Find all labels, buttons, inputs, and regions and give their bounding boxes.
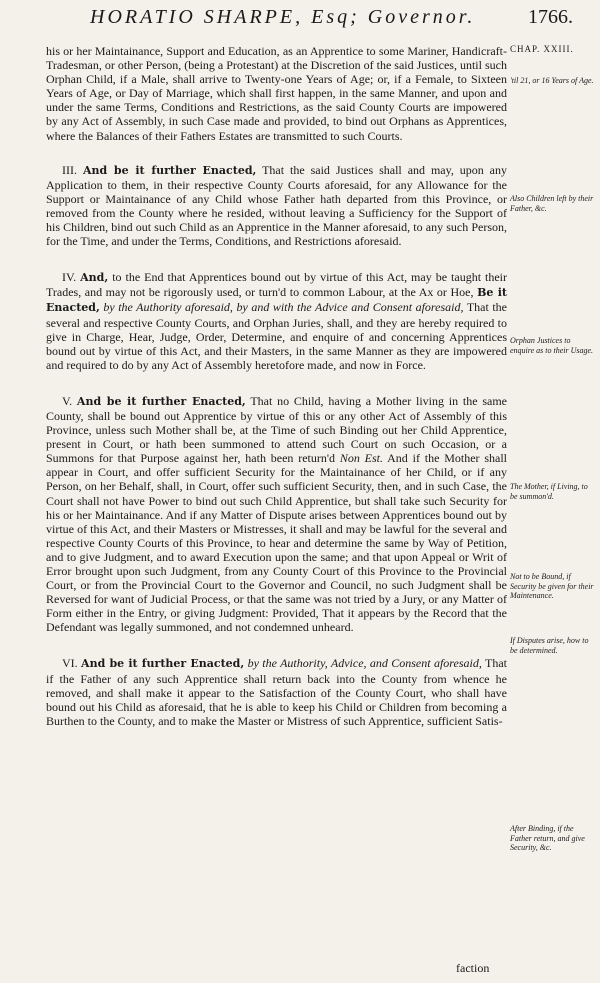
margin-note: Also Children left by their Father, &c. bbox=[510, 194, 594, 213]
main-text-column bbox=[46, 44, 507, 750]
enacting-word: And, bbox=[80, 271, 109, 285]
paragraph-text: That the said Justices shall and may, upon any Application to them, in their respective County Courts aforesaid, for any Allowance for the Support or Maintainance of any Child whose Father hath departed from this Province, or removed from the County where he resided, without leaving a Sufficiency for the Support of his Children, bind out such Child as an Apprentice in the Manner aforesaid, to any such Person, for the Time, and under the Terms, Conditions, and Restrictions aforesaid. bbox=[46, 162, 508, 249]
enacting-clause: And be it further Enacted, bbox=[76, 394, 246, 408]
chapter-note: CHAP. XXIII. bbox=[510, 44, 574, 54]
paragraph-text: to the End that Apprentices bound out by virtue of this Act, may be taught their Trades, and may not be rigorously used, or turn'd to common Labour, at the Ax or Hoe, bbox=[46, 270, 508, 300]
section-vi bbox=[46, 656, 507, 727]
margin-note: Orphan Justices to enquire as to their Usage. bbox=[510, 336, 594, 355]
running-header bbox=[0, 0, 600, 40]
section-iii bbox=[46, 163, 507, 249]
section-number: VI. bbox=[62, 656, 78, 671]
section-v bbox=[46, 394, 507, 635]
paragraph-text: That no Child, having a Mother living in the same County, shall be bound out Apprentice by virtue of this or any other Act of Assembly of this Province, unless such Mother shall be, at the Time of such Binding out her Child Apprentice, present in Court, or hath been summoned to attend such Court on such Occasion, or a Summons for that Purpose against her, hath been return'd bbox=[46, 393, 507, 466]
margin-note: 'til 21, or 16 Years of Age. bbox=[510, 76, 594, 85]
enacting-clause: And be it further Enacted, bbox=[81, 657, 245, 671]
italic-phrase: by the Authority aforesaid, by and with the Advice and Consent aforesaid, bbox=[103, 300, 464, 315]
paragraph-text: his or her Maintainance, Support and Education, as an Apprentice to some Mariner, Handicraft-Tradesman, or other Person, (being a Protestant) at the Discretion of the said Justices, until such Orphan Child, if a Male, shall arrive to Twenty-one Years of Age; or, if a Female, to Sixteen Years of Age, or Day of Marriage, which shall first happen, in the same Manner, and upon and under the same Terms, Conditions and Restrictions, as the said County Courts are impowered by any Act of Assembly, in such Case made and provided, to bind out Orphans as Apprentices, where the Balances of their Fathers Estates are transmitted to such Courts. bbox=[46, 44, 507, 143]
page-year: 1766. bbox=[528, 6, 573, 28]
margin-note: Not to be Bound, if Security be given for their Maintenance. bbox=[510, 572, 594, 600]
paragraph-text: That if the Father of any such Apprentice shall return back into the County from whence he removed, and shall make it appear to the Satisfaction of the County Court, who shall have bound out his Child as aforesaid, that he is able to keep his Child or Children from becoming a Burthen to the County, and to make the Master or Mistress of such Apprentice, sufficient Satis- bbox=[46, 656, 508, 728]
paragraph-text: And if the Mother shall appear in Court, and offer sufficient Security for the Maintainance of her Child, or if any Person, on her Behalf, shall, in Court, offer such sufficient Security, then, and in such Case, the Court shall not have Power to bind out such Child Apprentice, but shall take such Security for his or her Maintainance. And if any Matter of Dispute arises between Apprentices bound out by virtue of this Act, and their Masters or Mistresses, it shall and may be lawful for the several and respective County Courts of this Province, to hear and determine the same by Way of Petition, and to give Judgment, and to award Execution upon the same; and that upon Appeal or Writ of Error brought upon such Judgment, from any County Court of this Province to the Provincial Court, or from the Provincial Court to the Governor and Council, no such Judgment shall be Reversed for want of Judicial Process, or that the same was not tried by a Jury, or any Matter of Form either in the Entry, or giving Judgment: Provided, That it appears by the Record that the Defendant was legally summoned, and not condemned unheard. bbox=[46, 451, 507, 635]
running-title: HORATIO SHARPE, Esq; Governor. bbox=[90, 6, 476, 28]
italic-phrase: Non Est. bbox=[339, 451, 383, 466]
section-number: III. bbox=[62, 162, 77, 177]
margin-note: The Mother, if Living, to be summon'd. bbox=[510, 482, 588, 501]
catchword: faction bbox=[456, 961, 490, 975]
paragraph-text: That the several and respective County Courts, and Orphan Juries, shall, and they are hereby required to give in Charge, Hear, Judge, Order, Determine, and enquire of and concerning Apprentices bound out by virtue of this Act, and their Masters, in the same Manner as they are impowered and required to do by any Act of Assembly heretofore made, and now in Force. bbox=[46, 300, 507, 372]
section-number: V. bbox=[62, 393, 73, 408]
enacting-clause: Be it Enacted, bbox=[46, 286, 508, 315]
section-number: IV. bbox=[62, 270, 77, 285]
enacting-clause: And be it further Enacted, bbox=[82, 163, 257, 177]
margin-note: After Binding, if the Father return, and give Security, &c. bbox=[510, 824, 585, 852]
italic-phrase: by the Authority, Advice, and Consent aforesaid, bbox=[247, 656, 482, 671]
paragraph-continuation bbox=[46, 44, 507, 143]
section-iv bbox=[46, 270, 507, 372]
margin-note: If Disputes arise, how to be determined. bbox=[510, 636, 589, 655]
